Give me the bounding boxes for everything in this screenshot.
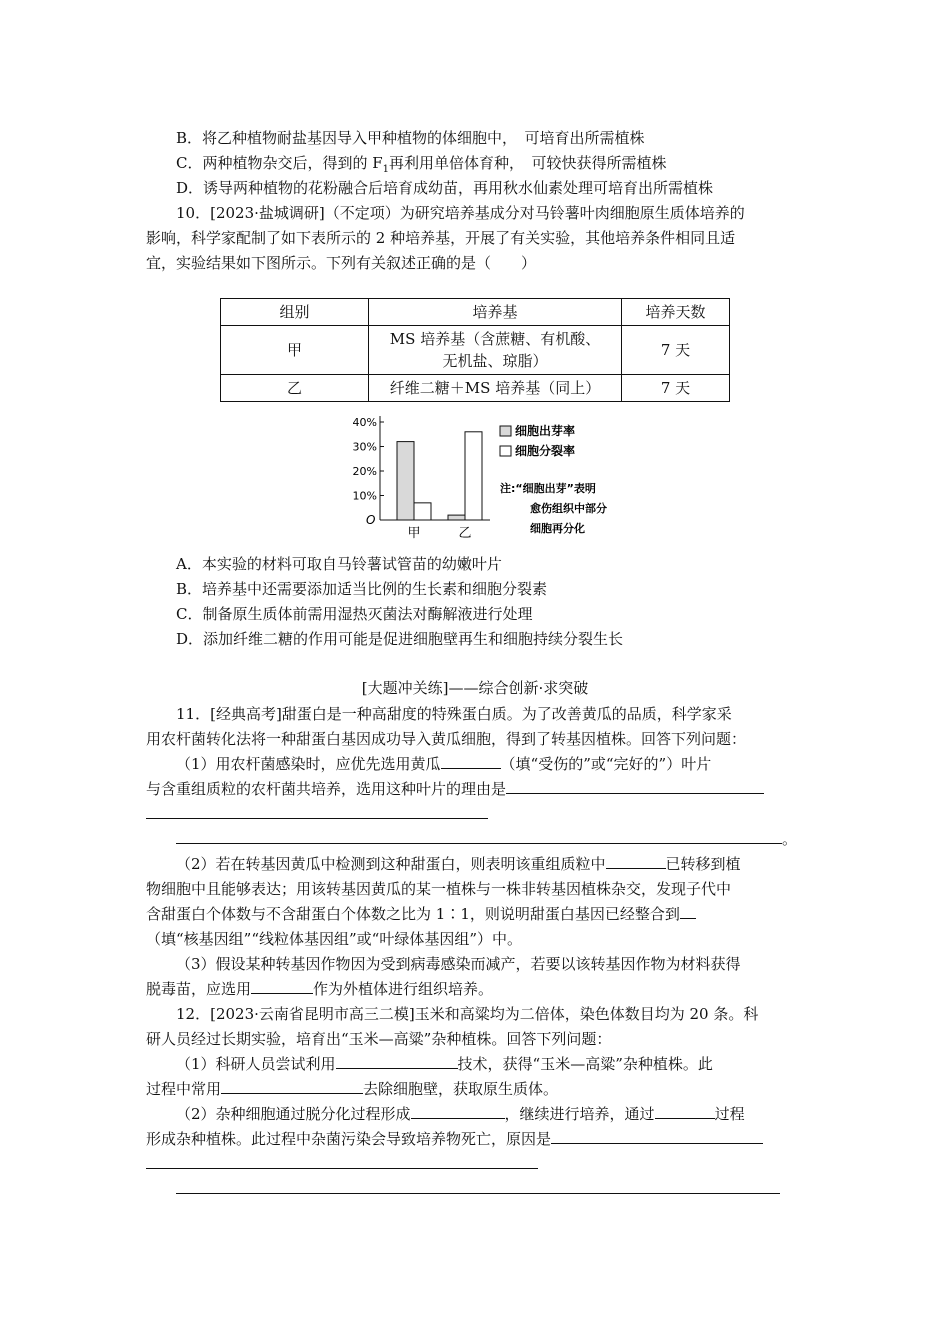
table-header-days: 培养天数: [622, 299, 730, 326]
q11-stem-line1: 11．[经典高考]甜蛋白是一种高甜度的特殊蛋白质。为了改善黄瓜的品质，科学家采: [176, 705, 732, 723]
table-header-medium: 培养基: [369, 299, 622, 326]
q12-part2-text-a: （2）杂种细胞通过脱分化过程形成: [176, 1105, 411, 1123]
q11-part2-line2: 物细胞中且能够表达；用该转基因黄瓜的某一植株与一株非转基因植株杂交，发现子代中: [146, 880, 732, 898]
answer-blank[interactable]: [441, 753, 501, 769]
q11-part3-text-c: 作为外植体进行组织培养。: [313, 980, 494, 998]
table-cell-days: 7 天: [622, 375, 730, 402]
q12-part2-line3: [146, 1153, 808, 1175]
q11-part1-text-c: 与含重组质粒的农杆菌共培养，选用这种叶片的理由是: [146, 780, 507, 798]
table-cell-group: 甲: [221, 326, 369, 375]
q11-part2-text-b: 已转移到植: [665, 855, 741, 873]
q11-part1-line3: [146, 803, 808, 825]
q11-part1-end-mark: 。: [782, 830, 798, 848]
answer-blank[interactable]: [251, 978, 313, 994]
q11-part2-line4: （填“核基因组”“线粒体基因组”或“叶绿体基因组”）中。: [146, 930, 523, 948]
q10-option-d: D．添加纤维二糖的作用可能是促进细胞壁再生和细胞持续分裂生长: [176, 630, 624, 648]
q11-part2-line3: [146, 903, 808, 925]
x-category-label: 乙: [458, 526, 472, 541]
table-row: [221, 326, 730, 375]
table-cell-medium-line1: MS 培养基（含蔗糖、有机酸、: [389, 330, 601, 348]
q11-stem-line2: 用农杆菌转化法将一种甜蛋白基因成功导入黄瓜细胞，得到了转基因植株。回答下列问题：: [146, 730, 747, 748]
q11-part1-line1: [176, 753, 808, 775]
table-header-group: 组别: [221, 299, 369, 326]
q9-option-c-subscript: 1: [382, 164, 390, 175]
q12-part2-line4: [176, 1178, 808, 1200]
table-header-row: [221, 299, 730, 326]
chart-bars: [397, 432, 482, 520]
q12-part1-text-b: 技术，获得“玉米—高粱”杂种植株。此: [457, 1055, 713, 1073]
q12-part1-line1: [176, 1053, 808, 1075]
answer-blank[interactable]: [606, 853, 666, 869]
answer-blank[interactable]: [176, 1178, 780, 1194]
table-cell-group: 乙: [221, 375, 369, 402]
answer-blank[interactable]: [551, 1128, 763, 1144]
q10-option-b: B．培养基中还需要添加适当比例的生长素和细胞分裂素: [176, 580, 548, 598]
answer-blank[interactable]: [146, 803, 488, 819]
bar-division-rate: [465, 432, 482, 520]
q10-stem-line3: 宜，实验结果如下图所示。下列有关叙述正确的是（ ）: [146, 254, 537, 272]
chart-note-line: 细胞再分化: [530, 522, 585, 535]
q11-part2-line1: [176, 853, 808, 875]
q10-option-a: A．本实验的材料可取自马铃薯试管苗的幼嫩叶片: [176, 555, 502, 573]
q9-option-d: D．诱导两种植物的花粉融合后培育成幼苗，再用秋水仙素处理可培育出所需植株: [176, 179, 714, 197]
y-tick-label: 20%: [352, 465, 377, 478]
q9-option-b: B．将乙种植物耐盐基因导入甲种植物的体细胞中， 可培育出所需植株: [176, 129, 645, 147]
y-tick-label: 40%: [352, 416, 377, 429]
chart-legend: [500, 423, 607, 535]
q11-part3-line2: [146, 978, 808, 1000]
q11-part2-text-a: （2）若在转基因黄瓜中检测到这种甜蛋白，则表明该重组质粒中: [176, 855, 606, 873]
q11-part1-line2: [146, 778, 808, 800]
q11-part3-line1: （3）假设某种转基因作物因为受到病毒感染而减产，若要以该转基因作物为材料获得: [176, 955, 741, 973]
q12-part2-line1: [176, 1103, 808, 1125]
table-cell-medium: 纤维二糖＋MS 培养基（同上）: [369, 375, 622, 402]
q9-option-c-post: 再利用单倍体育种， 可较快获得所需植株: [389, 154, 667, 172]
legend-swatch: [500, 426, 511, 436]
bar-chart: [340, 408, 660, 543]
q12-stem-line2: 研人员经过长期实验，培育出“玉米—高粱”杂种植株。回答下列问题：: [146, 1030, 612, 1048]
q12-part2-line2: [146, 1128, 808, 1150]
chart-note-line: 注:“细胞出芽”表明: [500, 482, 596, 495]
q11-part1-text-b: （填“受伤的”或“完好的”）叶片: [500, 755, 712, 773]
answer-blank[interactable]: [680, 903, 696, 919]
legend-label: 细胞出芽率: [515, 424, 576, 438]
q11-part3-text-b: 脱毒苗，应选用: [146, 980, 252, 998]
q10-option-c: C．制备原生质体前需用湿热灭菌法对酶解液进行处理: [176, 605, 533, 623]
x-category-label: 甲: [407, 526, 421, 541]
y-tick-label: 30%: [352, 440, 377, 454]
answer-blank[interactable]: [176, 828, 782, 844]
chart-origin-label: O: [366, 513, 376, 527]
q11-part1-text-a: （1）用农杆菌感染时，应优先选用黄瓜: [176, 755, 441, 773]
answer-blank[interactable]: [221, 1078, 363, 1094]
answer-blank[interactable]: [655, 1103, 715, 1119]
culture-medium-table: [220, 298, 730, 402]
section-title: [大题冲关练]——综合创新·求突破: [361, 679, 589, 697]
q12-part1-line2: [146, 1078, 808, 1100]
q10-stem-line1: 10．[2023·盐城调研]（不定项）为研究培养基成分对马铃薯叶肉细胞原生质体培养的: [176, 204, 745, 222]
bar-bud-rate: [397, 442, 414, 520]
q12-stem-line1: 12．[2023·云南省昆明市高三二模]玉米和高粱均为二倍体，染色体数目均为 20 条。科: [176, 1005, 759, 1023]
table-cell-medium-line2: 无机盐、琼脂）: [442, 352, 548, 370]
table-cell-days: 7 天: [622, 326, 730, 375]
q12-part2-text-d: 形成杂种植株。此过程中杂菌污染会导致培养物死亡，原因是: [146, 1130, 552, 1148]
legend-swatch: [500, 446, 511, 456]
bar-division-rate: [414, 503, 431, 520]
answer-blank[interactable]: [146, 1153, 538, 1169]
q12-part2-text-b: ，继续进行培养，通过: [504, 1105, 655, 1123]
q9-option-c-pre: C．两种植物杂交后，得到的 F: [176, 154, 383, 172]
chart-note-line: 愈伤组织中部分: [530, 502, 607, 515]
table-cell-medium: [369, 326, 622, 375]
legend-label: 细胞分裂率: [515, 444, 576, 458]
table-row: [221, 375, 730, 402]
bar-bud-rate: [448, 515, 465, 520]
answer-blank[interactable]: [506, 778, 764, 794]
q11-part2-text-d: 含甜蛋白个体数与不含甜蛋白个体数之比为 1∶1，则说明甜蛋白基因已经整合到: [146, 905, 680, 923]
q12-part1-text-d: 去除细胞壁，获取原生质体。: [363, 1080, 559, 1098]
y-tick-label: 10%: [352, 489, 377, 503]
answer-blank[interactable]: [336, 1053, 458, 1069]
q11-part1-line4: [176, 828, 808, 850]
q12-part2-text-c: 过程: [714, 1105, 745, 1123]
answer-blank[interactable]: [411, 1103, 505, 1119]
q12-part1-text-c: 过程中常用: [146, 1080, 222, 1098]
q12-part1-text-a: （1）科研人员尝试利用: [176, 1055, 336, 1073]
q10-stem-line2: 影响，科学家配制了如下表所示的 2 种培养基，开展了有关实验，其他培养条件相同且适: [146, 229, 736, 247]
